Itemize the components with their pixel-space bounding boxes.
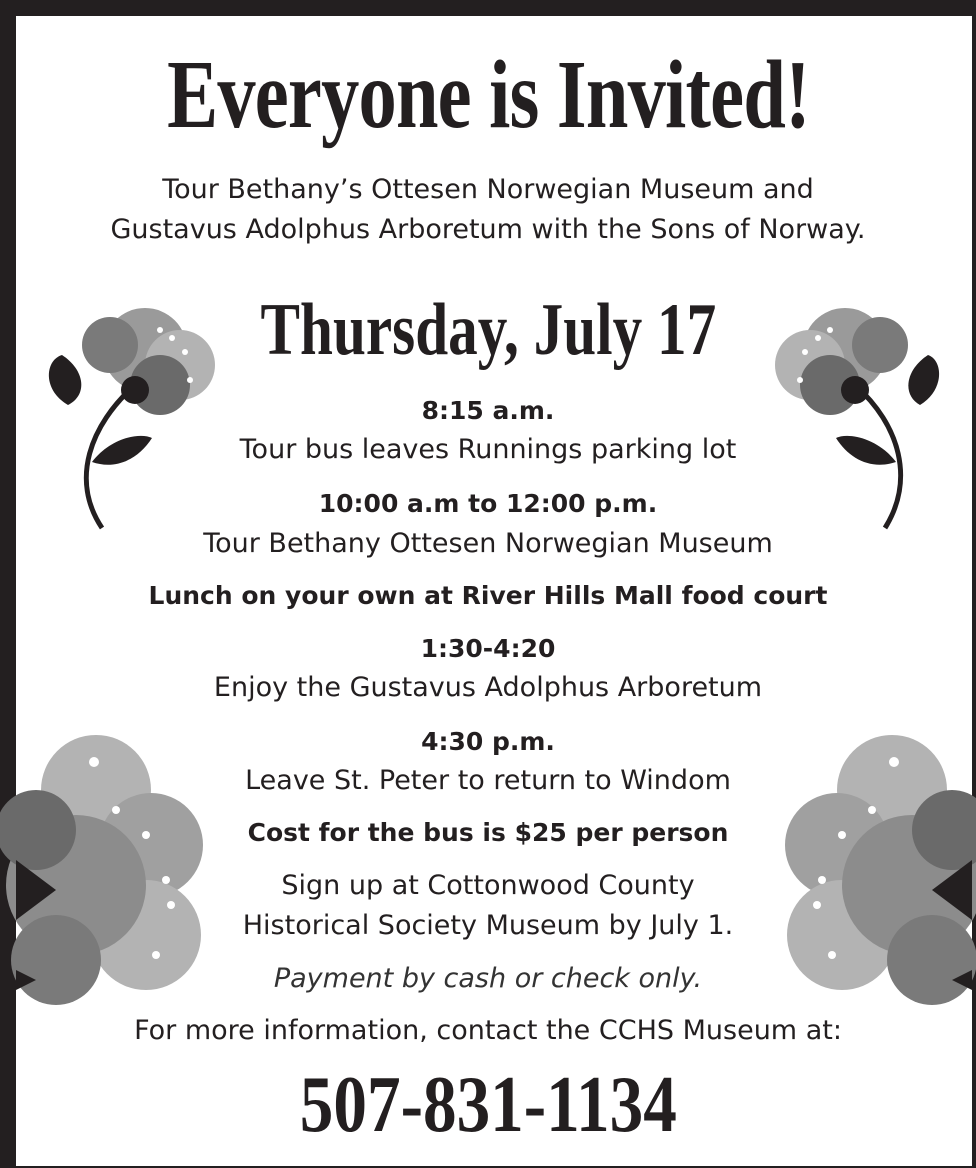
intro-line-1: Tour Bethany’s Ottesen Norwegian Museum and <box>162 174 814 205</box>
schedule-desc-3: Enjoy the Gustavus Adolphus Arboretum <box>213 672 763 703</box>
signup-line-2: Historical Society Museum by July 1. <box>242 910 734 941</box>
payment-note: Payment by cash or check only. <box>273 963 703 994</box>
schedule-time-4: 4:30 p.m. <box>421 727 555 756</box>
schedule-desc-4: Leave St. Peter to return to Windom <box>245 765 731 796</box>
phone-number: 507-831-1134 <box>299 1061 677 1149</box>
signup-line-1: Sign up at Cottonwood County <box>281 870 695 901</box>
schedule-desc-2: Tour Bethany Ottesen Norwegian Museum <box>203 528 773 559</box>
schedule-time-2: 10:00 a.m to 12:00 p.m. <box>318 489 658 518</box>
headline: Everyone is Invited! <box>167 41 810 149</box>
lunch-note: Lunch on your own at River Hills Mall food court <box>148 581 828 610</box>
bus-cost: Cost for the bus is $25 per person <box>247 818 729 847</box>
schedule-time-1: 8:15 a.m. <box>421 396 555 425</box>
contact-line: For more information, contact the CCHS Museum at: <box>134 1015 842 1046</box>
event-date: Thursday, July 17 <box>260 289 717 371</box>
schedule-time-3: 1:30-4:20 <box>420 634 556 663</box>
schedule-desc-1: Tour bus leaves Runnings parking lot <box>239 434 737 465</box>
intro-line-2: Gustavus Adolphus Arboretum with the Sons of Norway. <box>110 214 866 245</box>
